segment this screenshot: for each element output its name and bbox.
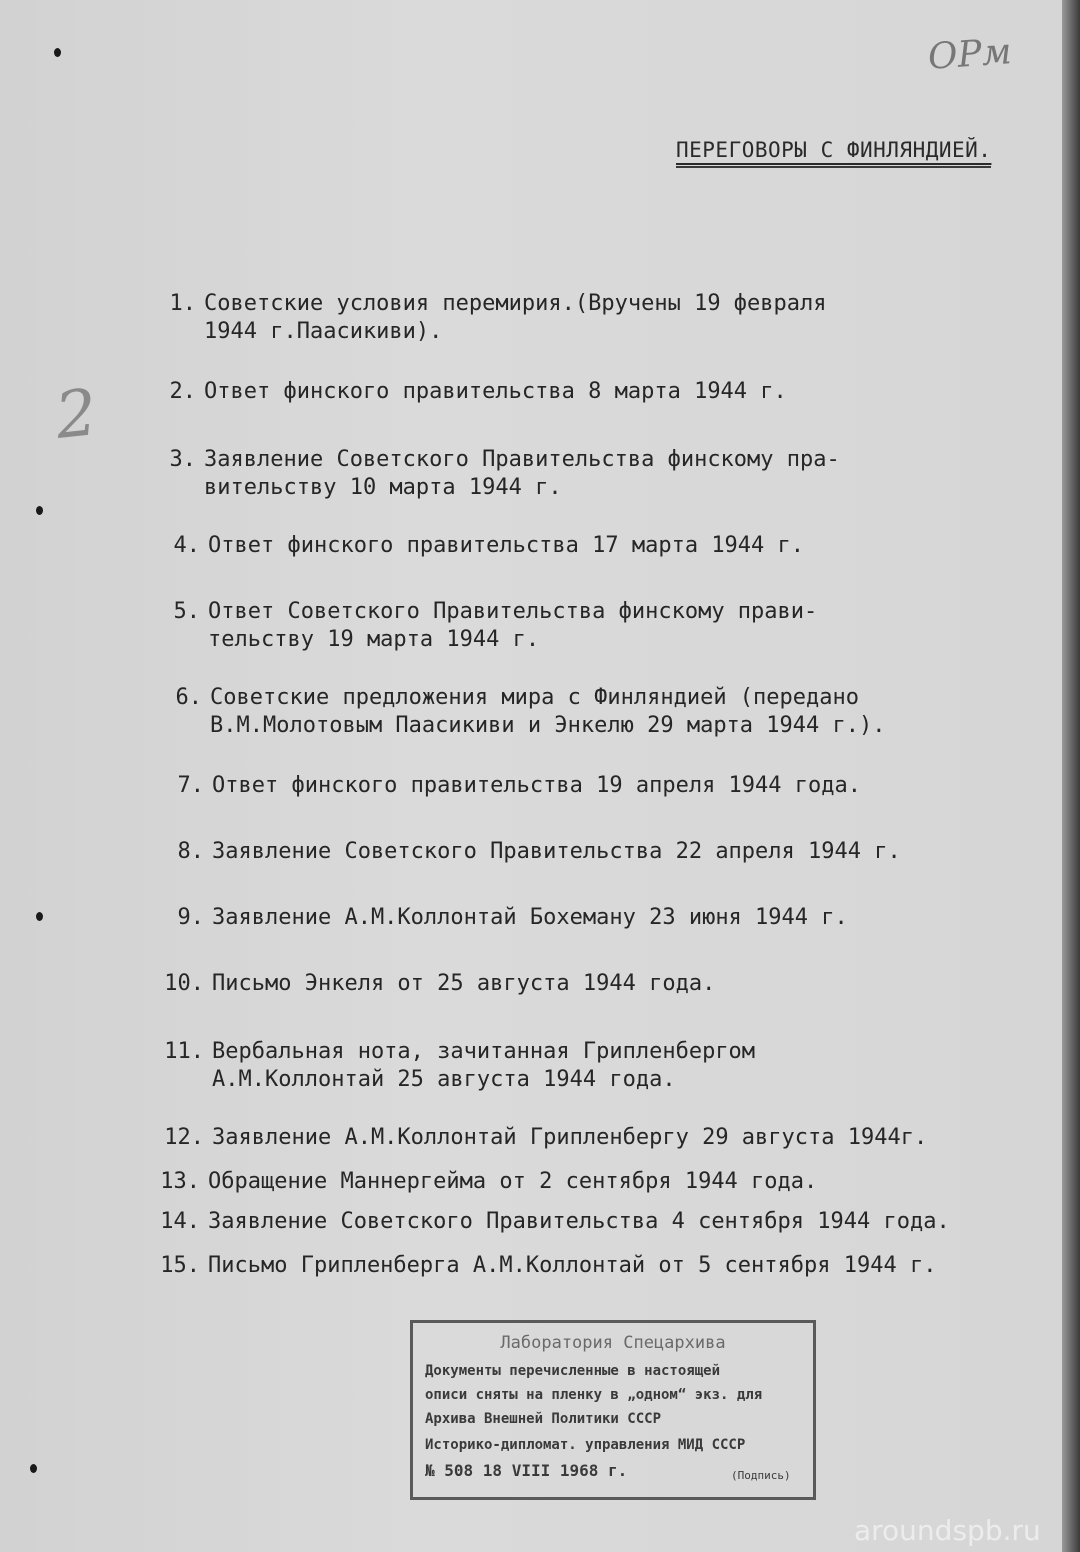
item-text: Советские условия перемирия.(Вручены 19 февраля 1944 г.Паасикиви). bbox=[204, 291, 827, 344]
item-text: Заявление Советского Правительства 22 апреля 1944 г. bbox=[212, 839, 901, 864]
item-number: 6. bbox=[175, 685, 202, 710]
list-item bbox=[158, 904, 848, 932]
document-title: ПЕРЕГОВОРЫ С ФИНЛЯНДИЕЙ. bbox=[676, 138, 991, 168]
item-text: Заявление А.М.Коллонтай Бохеману 23 июня 1944 г. bbox=[212, 905, 848, 930]
punch-hole bbox=[36, 506, 43, 515]
item-number: 5. bbox=[173, 599, 200, 624]
stamp-header: Лаборатория Спецархива bbox=[500, 1333, 726, 1353]
item-text: Заявление А.М.Коллонтай Грипленбергу 29 августа 1944г. bbox=[212, 1125, 928, 1150]
item-text: Заявление Советского Правительства 4 сентября 1944 года. bbox=[208, 1209, 950, 1234]
item-text: Ответ финского правительства 19 апреля 1944 года. bbox=[212, 773, 862, 798]
list-item bbox=[154, 1208, 950, 1236]
archive-stamp bbox=[410, 1320, 816, 1500]
list-item bbox=[158, 970, 715, 998]
corner-handwritten-note: ОРм bbox=[926, 31, 1013, 78]
item-number: 1. bbox=[169, 291, 196, 316]
list-item bbox=[150, 290, 827, 346]
list-item bbox=[150, 378, 787, 406]
list-item bbox=[158, 838, 901, 866]
item-text: Вербальная нота, зачитанная Грипленбергом А.М.Коллонтай 25 августа 1944 года. bbox=[212, 1039, 756, 1092]
item-number: 13. bbox=[160, 1169, 200, 1194]
stamp-line: описи сняты на пленку в „одном“ экз. для bbox=[425, 1387, 763, 1403]
list-item bbox=[154, 598, 817, 654]
item-number: 4. bbox=[173, 533, 200, 558]
page-edge-shadow bbox=[1062, 0, 1080, 1552]
item-number: 8. bbox=[177, 839, 204, 864]
stamp-signature-caption: (Подпись) bbox=[731, 1469, 791, 1482]
item-text: Заявление Советского Правительства финскому пра- вительству 10 марта 1944 г. bbox=[204, 447, 840, 500]
list-item bbox=[154, 1168, 817, 1196]
item-text: Письмо Грипленберга А.М.Коллонтай от 5 сентября 1944 г. bbox=[208, 1253, 937, 1278]
stamp-line: Документы перечисленные в настоящей bbox=[425, 1363, 721, 1379]
item-number: 2. bbox=[169, 379, 196, 404]
item-number: 3. bbox=[169, 447, 196, 472]
margin-handwritten-mark: 2 bbox=[52, 376, 101, 454]
list-item bbox=[158, 1124, 927, 1152]
item-text: Обращение Маннергейма от 2 сентября 1944 года. bbox=[208, 1169, 818, 1194]
punch-hole bbox=[30, 1464, 37, 1473]
stamp-line: Историко-дипломат. управления МИД СССР bbox=[425, 1437, 746, 1453]
list-item bbox=[158, 772, 861, 800]
list-item bbox=[158, 1038, 755, 1094]
item-text: Ответ Советского Правительства финскому прави- тельству 19 марта 1944 г. bbox=[208, 599, 818, 652]
item-number: 11. bbox=[164, 1039, 204, 1064]
stamp-line: № 508 18 VIII 1968 г. bbox=[425, 1461, 628, 1480]
watermark: aroundspb.ru bbox=[854, 1514, 1041, 1547]
item-number: 7. bbox=[177, 773, 204, 798]
item-number: 15. bbox=[160, 1253, 200, 1278]
item-number: 10. bbox=[164, 971, 204, 996]
list-item bbox=[150, 446, 840, 502]
list-item bbox=[154, 532, 804, 560]
punch-hole bbox=[36, 912, 43, 921]
item-text: Ответ финского правительства 17 марта 1944 г. bbox=[208, 533, 805, 558]
list-item bbox=[154, 1252, 936, 1280]
item-number: 14. bbox=[160, 1209, 200, 1234]
stamp-line: Архива Внешней Политики СССР bbox=[425, 1411, 662, 1427]
punch-hole bbox=[54, 48, 61, 57]
item-number: 12. bbox=[164, 1125, 204, 1150]
list-item bbox=[156, 684, 886, 740]
item-number: 9. bbox=[177, 905, 204, 930]
item-text: Письмо Энкеля от 25 августа 1944 года. bbox=[212, 971, 716, 996]
item-text: Советские предложения мира с Финляндией (передано В.М.Молотовым Паасикиви и Энкелю 29 марта 1944 г.). bbox=[210, 685, 886, 738]
item-text: Ответ финского правительства 8 марта 1944 г. bbox=[204, 379, 787, 404]
